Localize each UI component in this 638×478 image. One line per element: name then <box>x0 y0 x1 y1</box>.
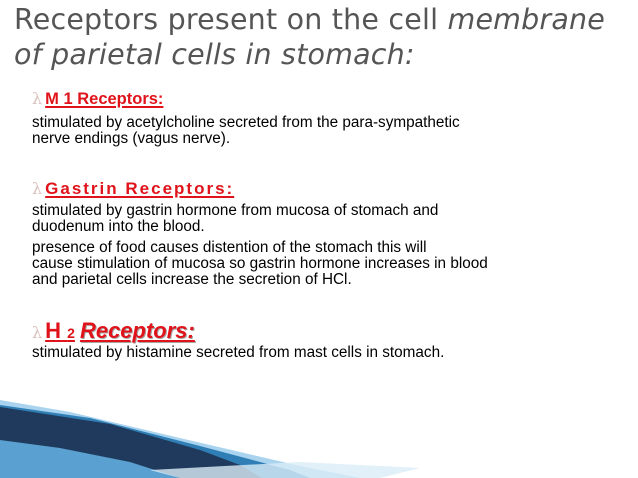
lambda-bullet-icon: λ <box>32 323 43 342</box>
heading-text: M 1 Receptors: <box>45 90 164 108</box>
lambda-bullet-icon: λ <box>32 89 43 108</box>
heading-text: Gastrin Receptors: <box>45 179 235 198</box>
paragraph-gastrin-1: stimulated by gastrin hormone from mucosa of stomach and duodenum into the blood. <box>32 202 439 235</box>
title-line-2: of parietal cells in stomach: <box>14 38 415 71</box>
paragraph-gastrin-2: presence of food causes distention of the stomach this will cause stimulation of mucosa so gastrin hormone increases in blood and parietal cells increase the secretion of HCl. <box>32 239 488 288</box>
paragraph-h2: stimulated by histamine secreted from mast cells in stomach. <box>32 344 445 361</box>
heading-italic-text: Receptors: <box>79 318 195 343</box>
title-italic-text: membrane <box>447 3 606 36</box>
heading-prefix-letter: H <box>45 318 62 343</box>
paragraph-m1: stimulated by acetylcholine secreted from the para-sympathetic nerve endings (vagus nerve). <box>32 114 460 147</box>
heading-prefix-number: 2 <box>67 325 75 341</box>
title-regular-text: Receptors present on the cell <box>14 3 448 36</box>
lambda-bullet-icon: λ <box>32 179 43 198</box>
